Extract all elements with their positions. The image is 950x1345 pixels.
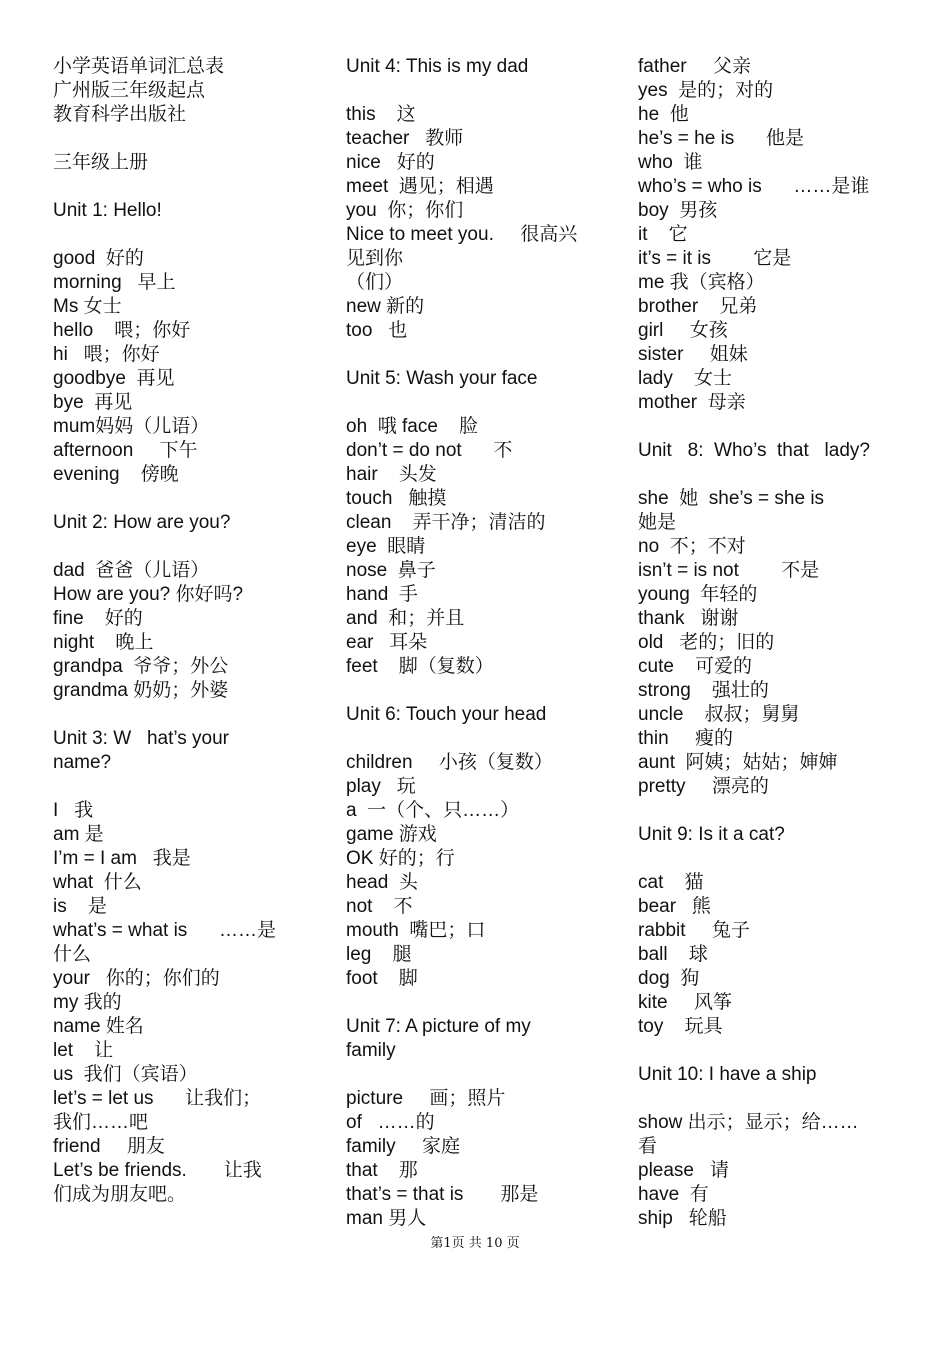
unit-heading: Unit 5: Wash your face — [346, 368, 538, 389]
vocab-entry: Nice to meet you. 很高兴 — [346, 224, 578, 245]
vocab-entry: who 谁 — [638, 152, 703, 173]
vocab-entry: family — [346, 1040, 396, 1061]
blank-line — [53, 487, 323, 511]
vocab-entry: bear 熊 — [638, 896, 711, 917]
vocab-entry: dog 狗 — [638, 968, 700, 989]
vocab-entry: who’s = who is ……是谁 — [638, 176, 870, 197]
blank-line — [53, 127, 323, 151]
blank-line — [53, 223, 323, 247]
vocab-entry: name 姓名 — [53, 1016, 144, 1037]
vocab-entry: cat 猫 — [638, 872, 704, 893]
vocab-entry: am 是 — [53, 824, 104, 845]
vocab-entry: teacher 教师 — [346, 128, 464, 149]
vocab-entry: afternoon 下午 — [53, 440, 198, 461]
vocab-entry: 见到你 — [346, 248, 404, 269]
vocab-entry: too 也 — [346, 320, 408, 341]
unit-heading: Unit 3: W hat’s your — [53, 728, 229, 749]
vocab-entry: he 他 — [638, 104, 689, 125]
vocab-entry: good 好的 — [53, 248, 144, 269]
vocab-entry: hello 喂；你好 — [53, 320, 191, 341]
vocab-entry: foot 脚 — [346, 968, 418, 989]
vocab-entry: grandpa 爷爷；外公 — [53, 656, 229, 677]
vocab-entry: that 那 — [346, 1160, 418, 1181]
vocab-entry: I 我 — [53, 800, 94, 821]
vocab-entry: How are you? 你好吗? — [53, 584, 244, 605]
vocab-entry: picture 画；照片 — [346, 1088, 506, 1109]
vocab-entry: kite 风筝 — [638, 992, 732, 1013]
vocab-entry: let 让 — [53, 1040, 114, 1061]
blank-line — [53, 175, 323, 199]
unit-heading: Unit 10: I have a ship — [638, 1064, 817, 1085]
vocab-entry: not 不 — [346, 896, 413, 917]
vocab-entry: strong 强壮的 — [638, 680, 769, 701]
vocab-entry: ball 球 — [638, 944, 708, 965]
blank-line — [638, 415, 908, 439]
vocab-entry: us 我们（宾语） — [53, 1064, 198, 1085]
vocab-entry: friend 朋友 — [53, 1136, 165, 1157]
vocab-entry: bye 再见 — [53, 392, 133, 413]
vocab-entry: let’s = let us 让我们； — [53, 1088, 262, 1109]
vocab-entry: no 不；不对 — [638, 536, 746, 557]
vocab-entry: you 你；你们 — [346, 200, 464, 221]
vocab-entry: what 什么 — [53, 872, 142, 893]
vocab-entry: of ……的 — [346, 1112, 435, 1133]
vocab-entry: dad 爸爸（儿语） — [53, 560, 210, 581]
vocab-entry: grandma 奶奶；外婆 — [53, 680, 229, 701]
vocab-entry: goodbye 再见 — [53, 368, 175, 389]
vocab-entry: have 有 — [638, 1184, 709, 1205]
blank-line — [346, 391, 606, 415]
vocab-entry: night 晚上 — [53, 632, 154, 653]
vocab-entry: 们成为朋友吧。 — [53, 1184, 187, 1205]
vocab-entry: feet 脚（复数） — [346, 656, 494, 677]
vocab-entry: Let’s be friends. 让我 — [53, 1160, 262, 1181]
column-1 — [53, 55, 323, 1207]
vocab-entry: nice 好的 — [346, 152, 435, 173]
vocab-entry: oh 哦 face 脸 — [346, 416, 478, 437]
vocab-entry: 三年级上册 — [53, 152, 149, 173]
vocab-entry: hi 喂；你好 — [53, 344, 160, 365]
vocab-entry: fine 好的 — [53, 608, 143, 629]
vocab-entry: is 是 — [53, 896, 107, 917]
vocab-entry: please 请 — [638, 1160, 729, 1181]
vocab-entry: it 它 — [638, 224, 688, 245]
vocab-entry: show 出示；显示；给…… — [638, 1112, 859, 1133]
blank-line — [53, 703, 323, 727]
blank-line — [346, 343, 606, 367]
vocab-entry: （们） — [346, 272, 404, 293]
vocab-entry: he’s = he is 他是 — [638, 128, 804, 149]
vocab-entry: 什么 — [53, 944, 92, 965]
vocab-entry: ear 耳朵 — [346, 632, 428, 653]
vocab-entry: a 一（个、只……） — [346, 800, 520, 821]
vocab-entry: hair 头发 — [346, 464, 437, 485]
vocab-entry: play 玩 — [346, 776, 416, 797]
vocab-entry: boy 男孩 — [638, 200, 718, 221]
vocab-entry: lady 女士 — [638, 368, 732, 389]
blank-line — [638, 1087, 908, 1111]
vocab-entry: mother 母亲 — [638, 392, 746, 413]
unit-heading: Unit 9: Is it a cat? — [638, 824, 785, 845]
vocab-entry: your 你的；你们的 — [53, 968, 220, 989]
vocab-entry: game 游戏 — [346, 824, 437, 845]
column-3 — [638, 55, 908, 1231]
vocab-entry: leg 腿 — [346, 944, 412, 965]
vocab-entry: me 我（宾格） — [638, 272, 765, 293]
vocab-entry: 看 — [638, 1136, 658, 1157]
vocab-entry: clean 弄干净；清洁的 — [346, 512, 546, 533]
vocab-entry: ship 轮船 — [638, 1208, 727, 1229]
blank-line — [638, 847, 908, 871]
vocab-entry: don’t = do not 不 — [346, 440, 513, 461]
vocab-entry: and 和；并且 — [346, 608, 465, 629]
vocab-entry: old 老的；旧的 — [638, 632, 775, 653]
vocab-entry: thank 谢谢 — [638, 608, 739, 629]
vocab-entry: that’s = that is 那是 — [346, 1184, 539, 1205]
vocab-entry: young 年轻的 — [638, 584, 758, 605]
blank-line — [346, 1063, 606, 1087]
vocab-entry: 小学英语单词汇总表 — [53, 56, 225, 77]
blank-line — [53, 535, 323, 559]
vocab-entry: name? — [53, 752, 112, 773]
vocab-entry: cute 可爱的 — [638, 656, 753, 677]
blank-line — [346, 991, 606, 1015]
unit-heading: Unit 1: Hello! — [53, 200, 162, 221]
vocab-entry: thin 瘦的 — [638, 728, 734, 749]
vocab-entry: 广州版三年级起点 — [53, 80, 206, 101]
vocab-entry: what’s = what is ……是 — [53, 920, 276, 941]
vocab-entry: 她是 — [638, 512, 677, 533]
vocab-entry: mum妈妈（儿语） — [53, 416, 210, 437]
vocab-entry: girl 女孩 — [638, 320, 728, 341]
vocab-entry: isn’t = is not 不是 — [638, 560, 820, 581]
vocab-entry: meet 遇见；相遇 — [346, 176, 494, 197]
vocab-entry: sister 姐妹 — [638, 344, 748, 365]
vocab-entry: 教育科学出版社 — [53, 104, 187, 125]
vocab-entry: aunt 阿姨；姑姑；婶婶 — [638, 752, 838, 773]
blank-line — [53, 775, 323, 799]
unit-heading: Unit 6: Touch your head — [346, 704, 547, 725]
vocab-entry: nose 鼻子 — [346, 560, 436, 581]
column-2 — [346, 55, 606, 1231]
blank-line — [346, 79, 606, 103]
vocab-entry: uncle 叔叔；舅舅 — [638, 704, 800, 725]
vocab-entry: it’s = it is 它是 — [638, 248, 792, 269]
vocab-entry: new 新的 — [346, 296, 425, 317]
vocab-entry: hand 手 — [346, 584, 418, 605]
unit-heading: Unit 4: This is my dad — [346, 56, 529, 77]
vocab-entry: man 男人 — [346, 1208, 427, 1229]
vocab-entry: Ms 女士 — [53, 296, 122, 317]
vocab-entry: toy 玩具 — [638, 1016, 723, 1037]
vocab-entry: this 这 — [346, 104, 416, 125]
blank-line — [638, 463, 908, 487]
vocab-entry: rabbit 兔子 — [638, 920, 750, 941]
vocab-entry: OK 好的；行 — [346, 848, 455, 869]
vocab-entry: morning 早上 — [53, 272, 176, 293]
blank-line — [346, 727, 606, 751]
vocab-entry: family 家庭 — [346, 1136, 461, 1157]
vocab-entry: mouth 嘴巴；口 — [346, 920, 486, 941]
blank-line — [346, 679, 606, 703]
vocab-entry: she 她 she’s = she is — [638, 488, 825, 509]
vocab-entry: brother 兄弟 — [638, 296, 758, 317]
blank-line — [638, 799, 908, 823]
vocab-entry: head 头 — [346, 872, 418, 893]
vocab-entry: evening 傍晚 — [53, 464, 179, 485]
unit-heading: Unit 8: Who’s that lady? — [638, 440, 870, 461]
vocab-entry: touch 触摸 — [346, 488, 447, 509]
vocab-entry: eye 眼睛 — [346, 536, 426, 557]
vocab-entry: pretty 漂亮的 — [638, 776, 769, 797]
vocab-entry: yes 是的；对的 — [638, 80, 774, 101]
page-footer: 第1页 共 10 页 — [430, 1236, 520, 1251]
unit-heading: Unit 2: How are you? — [53, 512, 231, 533]
vocab-entry: my 我的 — [53, 992, 122, 1013]
vocab-entry: children 小孩（复数） — [346, 752, 553, 773]
blank-line — [638, 1039, 908, 1063]
unit-heading: Unit 7: A picture of my — [346, 1016, 531, 1037]
vocab-entry: I’m = I am 我是 — [53, 848, 191, 869]
vocab-entry: father 父亲 — [638, 56, 751, 77]
vocab-entry: 我们……吧 — [53, 1112, 149, 1133]
